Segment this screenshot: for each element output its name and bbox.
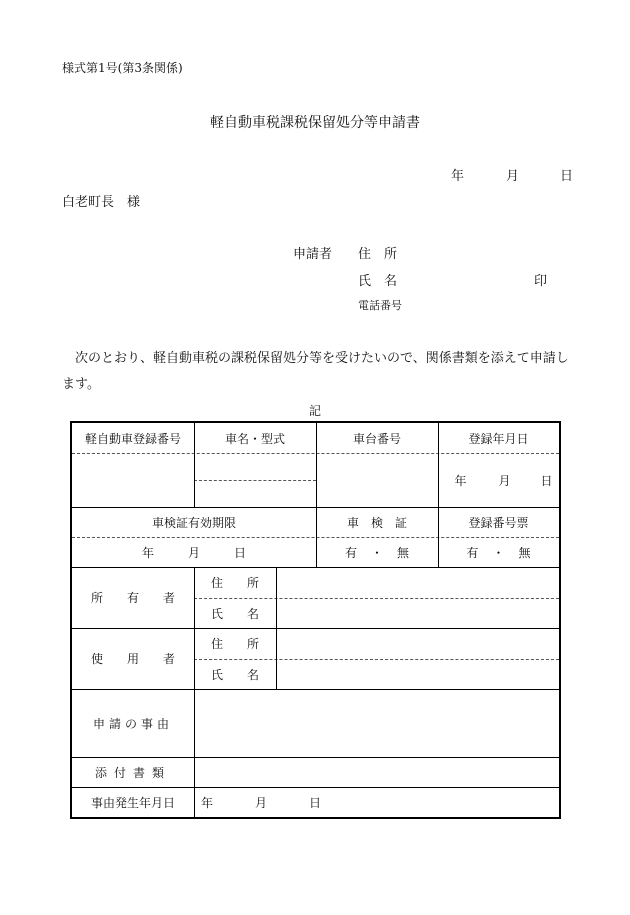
expiry-day: 日 — [234, 545, 247, 560]
applicant-phone-label: 電話番号 — [358, 299, 402, 312]
reg-date-month: 月 — [498, 473, 511, 488]
ki-label: 記 — [308, 404, 321, 418]
plate-header: 登録番号票 — [468, 515, 529, 530]
addressee: 白老町長 様 — [62, 195, 141, 210]
reg-date-day: 日 — [540, 473, 553, 488]
car-model-header: 車名・型式 — [224, 431, 285, 446]
col-divider — [276, 567, 277, 689]
user-address-label: 住 所 — [210, 637, 259, 651]
plate-no: 無 — [518, 545, 531, 560]
application-table — [70, 421, 561, 819]
expiry-year: 年 — [141, 545, 154, 560]
user-label: 使 用 者 — [90, 652, 175, 666]
inspection-expiry-value — [72, 537, 316, 567]
occurrence-date-label: 事由発生年月日 — [90, 795, 175, 810]
user-name-label: 氏 名 — [210, 667, 259, 682]
chassis-header: 車台番号 — [352, 431, 401, 446]
plate-yes: 有 — [466, 545, 479, 560]
owner-address-label: 住 所 — [210, 576, 259, 590]
reg-date-value — [438, 453, 559, 507]
occurrence-date-value — [194, 787, 559, 817]
occurrence-year: 年 — [201, 795, 214, 810]
plate-value — [438, 537, 559, 567]
date-month-label: 月 — [506, 169, 520, 184]
attachments-label: 添付書類 — [94, 765, 171, 780]
reason-label: 申請の事由 — [92, 716, 173, 731]
plate-dot: ・ — [492, 545, 505, 560]
dashed-divider — [194, 480, 316, 481]
page-title: 軽自動車税課税保留処分等申請書 — [210, 115, 420, 131]
inspection-cert-header: 車 検 証 — [346, 515, 407, 530]
applicant-name-label: 氏 名 — [358, 274, 398, 289]
reg-date-header: 登録年月日 — [468, 431, 529, 446]
occurrence-day: 日 — [309, 795, 322, 810]
reg-date-year: 年 — [454, 473, 467, 488]
expiry-month: 月 — [187, 545, 200, 560]
form-number: 様式第1号(第3条関係) — [62, 61, 183, 75]
applicant-address-label: 住 所 — [358, 247, 398, 262]
inspection-cert-value — [316, 537, 438, 567]
owner-label: 所 有 者 — [90, 591, 175, 605]
applicant-label: 申請者 — [293, 247, 333, 262]
occurrence-month: 月 — [255, 795, 268, 810]
seal-mark: 印 — [534, 274, 548, 289]
date-year-label: 年 — [451, 169, 465, 184]
application-statement: 次のとおり、軽自動車税の課税保留処分等を受けたいので、関係書類を添えて申請します。 — [62, 351, 569, 392]
owner-name-label: 氏 名 — [210, 606, 259, 621]
date-day-label: 日 — [560, 169, 574, 184]
cert-dot: ・ — [370, 545, 383, 560]
inspection-expiry-header: 車検証有効期限 — [151, 515, 236, 530]
cert-no: 無 — [397, 545, 410, 560]
reg-number-header: 軽自動車登録番号 — [84, 431, 181, 446]
cert-yes: 有 — [344, 545, 357, 560]
